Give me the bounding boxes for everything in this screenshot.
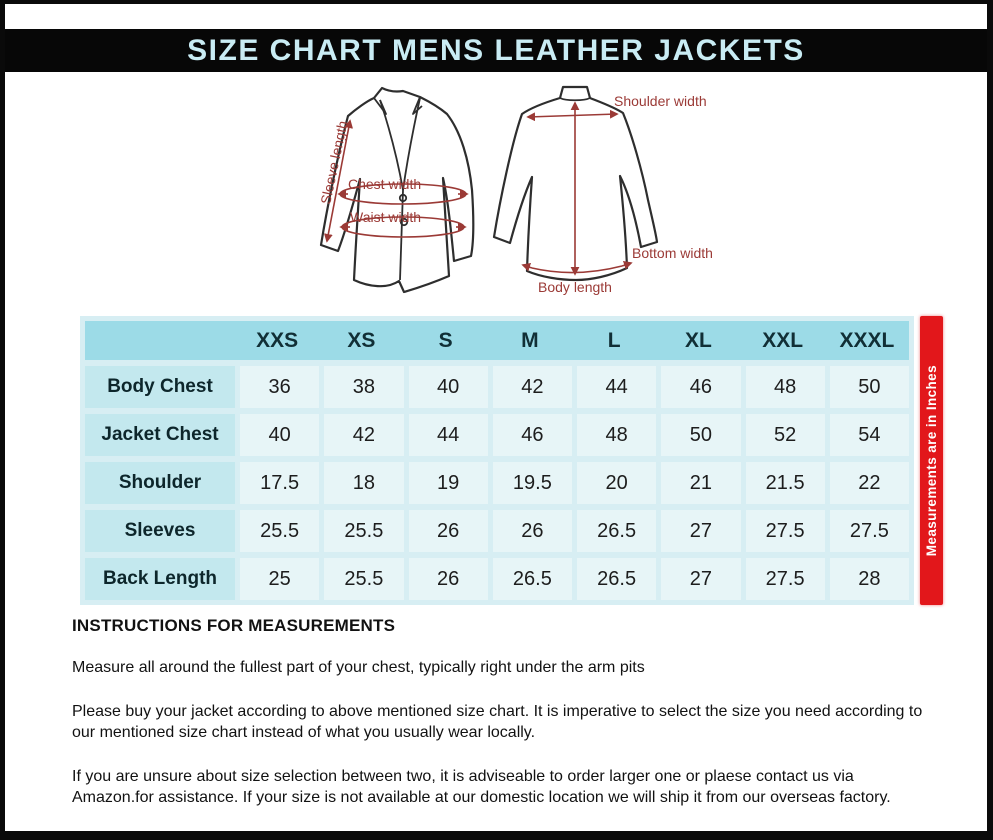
- cell: 25: [240, 558, 319, 600]
- cell: 40: [409, 366, 488, 408]
- cell: 27.5: [746, 558, 825, 600]
- cell: 44: [577, 366, 656, 408]
- row-label: Body Chest: [85, 366, 235, 408]
- units-banner-text: Measurements are in Inches: [924, 364, 939, 557]
- frame-border-right: [987, 0, 993, 840]
- cell: 26: [409, 558, 488, 600]
- row-label: Shoulder: [85, 462, 235, 504]
- cell: 27.5: [746, 510, 825, 552]
- table-row-jacket-chest: [85, 414, 909, 456]
- cell: 42: [324, 414, 403, 456]
- table-row-shoulder: [85, 462, 909, 504]
- cell: 27.5: [830, 510, 909, 552]
- cell: 25.5: [324, 558, 403, 600]
- size-col-xxs: XXS: [256, 328, 299, 352]
- cell: 19: [409, 462, 488, 504]
- row-label: Back Length: [85, 558, 235, 600]
- cell: 25.5: [240, 510, 319, 552]
- size-table-header: [85, 321, 909, 360]
- cell: 28: [830, 558, 909, 600]
- cell: 46: [493, 414, 572, 456]
- cell: 26.5: [577, 558, 656, 600]
- cell: 48: [577, 414, 656, 456]
- cell: 18: [324, 462, 403, 504]
- title-bar: [5, 29, 987, 72]
- cell: 26: [493, 510, 572, 552]
- size-col-s: S: [438, 328, 453, 352]
- cell: 52: [746, 414, 825, 456]
- cell: 50: [830, 366, 909, 408]
- cell: 46: [661, 366, 740, 408]
- cell: 54: [830, 414, 909, 456]
- cell: 50: [661, 414, 740, 456]
- page-title: SIZE CHART MENS LEATHER JACKETS: [187, 33, 805, 67]
- sleeve-length-label: Sleeve length: [317, 119, 351, 206]
- size-col-xxl: XXL: [762, 328, 804, 352]
- cell: 36: [240, 366, 319, 408]
- cell: 26.5: [577, 510, 656, 552]
- instructions-heading: INSTRUCTIONS FOR MEASUREMENTS: [72, 616, 396, 635]
- instruction-paragraph: Please buy your jacket according to above mentioned size chart. It is imperative to select the size you need according to our mentioned size chart instead of what you usually wear locally.: [72, 703, 923, 741]
- row-label: Sleeves: [85, 510, 235, 552]
- frame-border-bottom: [0, 831, 993, 840]
- cell: 21: [661, 462, 740, 504]
- chest-width-label: Chest width: [348, 176, 422, 192]
- cell: 21.5: [746, 462, 825, 504]
- cell: 38: [324, 366, 403, 408]
- bottom-width-label: Bottom width: [632, 245, 713, 261]
- size-col-l: L: [607, 328, 621, 352]
- cell: 20: [577, 462, 656, 504]
- units-banner: [920, 316, 943, 605]
- size-table: [80, 316, 914, 605]
- cell: 19.5: [493, 462, 572, 504]
- table-row-body-chest: [85, 366, 909, 408]
- body-length-label: Body length: [538, 279, 612, 295]
- cell: 27: [661, 510, 740, 552]
- instruction-paragraph: If you are unsure about size selection between two, it is adviseable to order larger one or plaese contact us via Amazon.for assistance. If your size is not available at our domestic location we will ship it from our overseas factory.: [72, 768, 891, 806]
- table-row-back-length: [85, 558, 909, 600]
- cell: 17.5: [240, 462, 319, 504]
- jacket-measurement-diagram: [270, 80, 740, 316]
- cell: 26: [409, 510, 488, 552]
- cell: 40: [240, 414, 319, 456]
- size-col-xxxl: XXXL: [839, 328, 895, 352]
- cell: 44: [409, 414, 488, 456]
- cell: 27: [661, 558, 740, 600]
- size-col-xl: XL: [684, 328, 712, 352]
- cell: 22: [830, 462, 909, 504]
- row-label: Jacket Chest: [85, 414, 235, 456]
- frame-border-top: [0, 0, 993, 4]
- size-col-xs: XS: [347, 328, 376, 352]
- cell: 48: [746, 366, 825, 408]
- size-col-m: M: [521, 328, 539, 352]
- instructions-section: [72, 616, 934, 831]
- cell: 25.5: [324, 510, 403, 552]
- waist-width-label: Waist width: [350, 209, 422, 225]
- size-chart-section: [80, 316, 943, 605]
- shoulder-width-label: Shoulder width: [614, 93, 707, 109]
- instruction-paragraph: Measure all around the fullest part of your chest, typically right under the arm pits: [72, 659, 645, 676]
- cell: 42: [493, 366, 572, 408]
- cell: 26.5: [493, 558, 572, 600]
- table-row-sleeves: [85, 510, 909, 552]
- frame-border-left: [0, 0, 5, 840]
- header-empty-cell: [85, 321, 235, 360]
